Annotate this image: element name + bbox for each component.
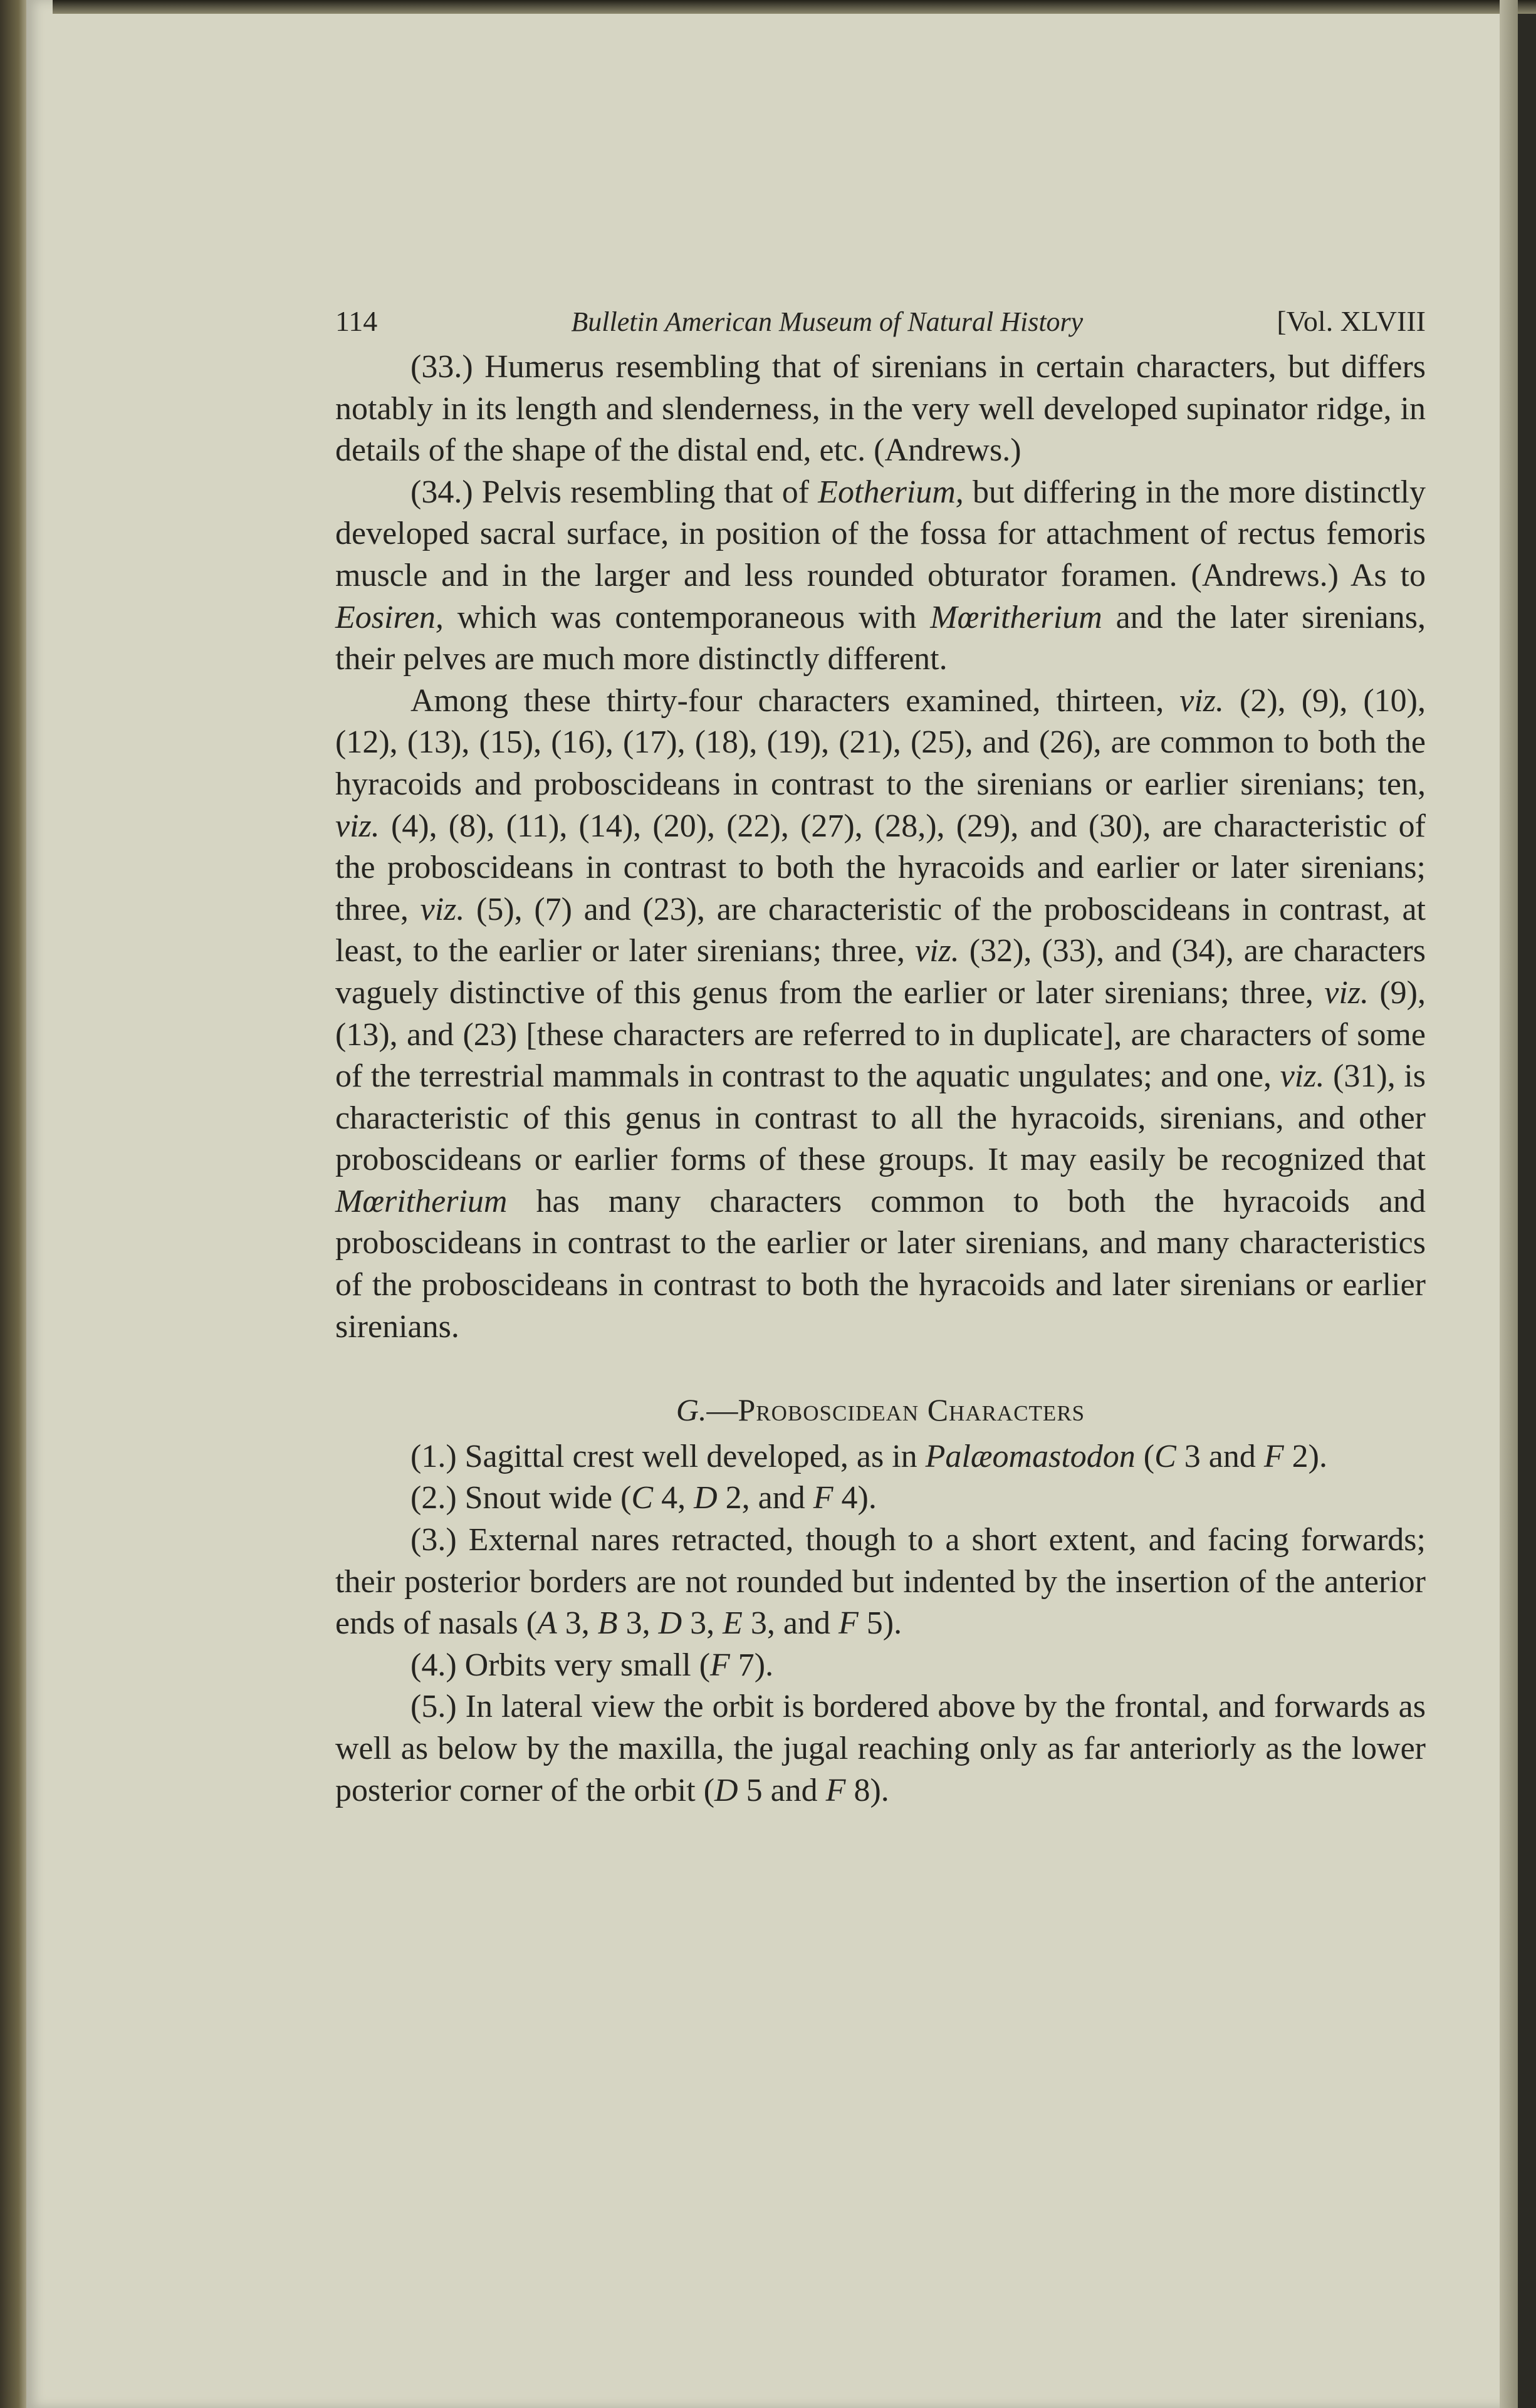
running-title: Bulletin American Museum of Natural History (571, 306, 1084, 337)
volume-label: [Vol. XLVIII (1277, 305, 1426, 337)
paragraph-33: (33.) Humerus resembling that of sirenians in certain characters, but differs notably in its length and slenderness, in the very well developed supinator ridge, in details of the shape of the distal end, etc. (Andrews.) (335, 349, 1426, 469)
page-top-edge (53, 0, 1536, 14)
paragraph-34: (34.) Pelvis resembling that of Eotherium, but differing in the more distinctly developed sacral surface, in position of the fossa for attachment of rectus femoris muscle and in the larger and less rounded obturator foramen. (Andrews.) As to Eosiren, which was contemporaneous with Mœritherium and the later sirenians, their pelves are much more distinctly different. (335, 474, 1426, 677)
character-item-3: (3.) External nares retracted, though to a short extent, and facing forwards; their posterior borders are not rounded but indented by the insertion of the anterior ends of nasals (A 3, B 3, D 3, E 3, and F 5). (335, 1522, 1426, 1642)
character-item-4: (4.) Orbits very small (F 7). (410, 1647, 774, 1683)
summary-paragraph: Among these thirty-four characters examined, thirteen, viz. (2), (9), (10), (12), (13), (15), (16), (17), (18), (19), (21), (25), and (26), are common to both the hyracoids and proboscideans in contrast to the sirenians or earlier sirenians; ten, viz. (4), (8), (11), (14), (20), (22), (27), (28,), (29), and (30), are characteristic of the proboscideans in contrast to both the hyracoids and earlier or later sirenians; three, viz. (5), (7) and (23), are characteristic of the proboscideans in contrast, at least, to the earlier or later sirenians; three, viz. (32), (33), and (34), are characters vaguely distinctive of this genus from the earlier or later sirenians; three, viz. (9), (13), and (23) [these characters are referred to in duplicate], are characters of some of the terrestrial mammals in contrast to the aquatic ungulates; and one, viz. (31), is characteristic of this genus in contrast to all the hyracoids, sirenians, and other proboscideans or earlier forms of these groups. It may easily be recognized that Mœritherium has many characters common to both the hyracoids and proboscideans in contrast to the earlier or later sirenians, and many characteristics of the proboscideans in contrast to both the hyracoids and later sirenians or earlier sirenians. (335, 682, 1426, 1345)
running-header (335, 301, 1426, 343)
character-item-5: (5.) In lateral view the orbit is bordered above by the frontal, and forwards as well as below by the maxilla, the jugal reaching only as far anteriorly as the lower posterior corner of the orbit (D 5 and F 8). (335, 1689, 1426, 1808)
character-item-2: (2.) Snout wide (C 4, D 2, and F 4). (410, 1480, 877, 1516)
page-number: 114 (335, 305, 378, 337)
page-right-edge (1500, 0, 1518, 2408)
page-text (335, 301, 1426, 1811)
book-gutter (0, 0, 26, 2408)
character-item-1: (1.) Sagittal crest well developed, as in Palæomastodon (C 3 and F 2). (410, 1438, 1327, 1474)
section-heading: G.—Proboscidean Characters (676, 1392, 1085, 1428)
